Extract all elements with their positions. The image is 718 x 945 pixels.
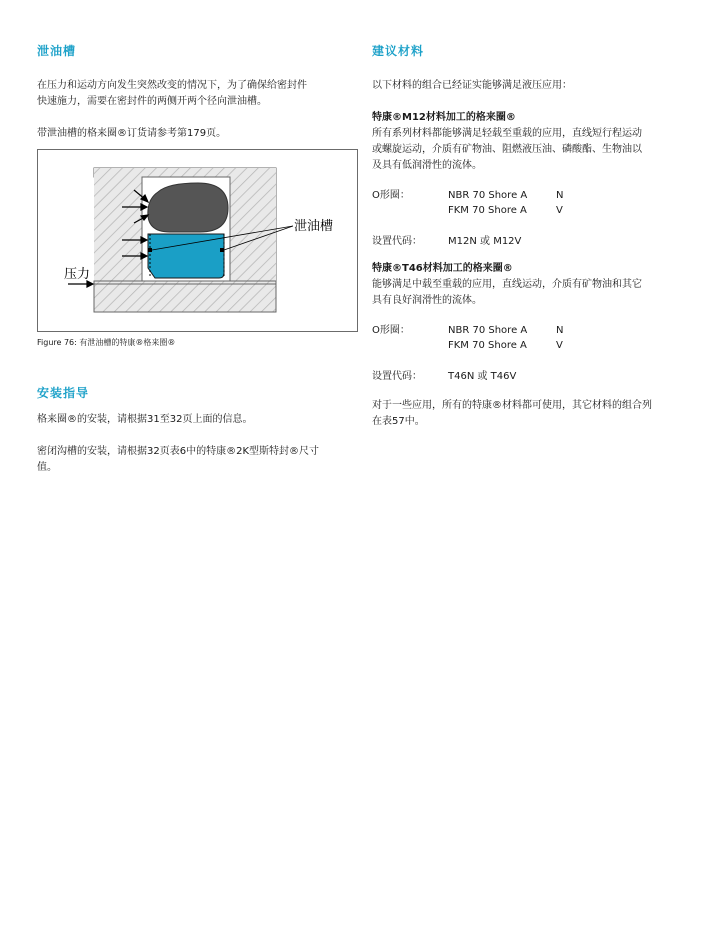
paragraph: 密闭沟槽的安装，请根据32页表6中的特康®2K型斯特封®尺寸 <box>37 446 320 457</box>
oring-label: O形圈： <box>372 325 410 336</box>
right-column <box>372 42 692 430</box>
code-value: T46N 或 T46V <box>448 371 517 382</box>
paragraph: 以下材料的组合已经证实能够满足液压应用： <box>372 80 572 91</box>
figure-76 <box>37 149 358 332</box>
paragraph: 在表57中。 <box>372 416 425 427</box>
paragraph: 能够满足中载至重载的应用，直线运动，介质有矿物油和其它 <box>372 279 642 290</box>
paragraph: 带泄油槽的格来圈®订货请参考第179页。 <box>37 128 227 139</box>
material-row <box>372 338 692 353</box>
seal-diagram <box>38 150 357 331</box>
pressure-label: 压力 <box>64 267 91 282</box>
material-name: NBR 70 Shore A <box>448 190 528 201</box>
material-row <box>372 188 692 203</box>
material-code: V <box>556 340 563 351</box>
paragraph: 在压力和运动方向发生突然改变的情况下，为了确保给密封件 <box>37 80 307 91</box>
material-code: N <box>556 325 564 336</box>
material-row <box>372 323 692 338</box>
m12-heading: 特康®M12材料加工的格来圈® <box>372 112 516 123</box>
groove-marker-right <box>220 248 224 252</box>
glyd-ring <box>148 234 224 278</box>
rod <box>94 284 276 312</box>
setting-code-row <box>372 234 692 249</box>
material-name: NBR 70 Shore A <box>448 325 528 336</box>
o-ring <box>148 183 228 232</box>
paragraph: 具有良好润滑性的流体。 <box>372 295 482 306</box>
section-title-installation: 安装指导 <box>37 386 90 400</box>
paragraph: 或螺旋运动，介质有矿物油、阻燃液压油、磷酸酯、生物油以 <box>372 144 642 155</box>
paragraph: 及具有低润滑性的流体。 <box>372 160 482 171</box>
material-name: FKM 70 Shore A <box>448 205 527 216</box>
paragraph: 快速施力，需要在密封件的两侧开两个径向泄油槽。 <box>37 96 267 107</box>
groove-label: 泄油槽 <box>294 219 334 234</box>
oring-label: O形圈： <box>372 190 410 201</box>
material-code: V <box>556 205 563 216</box>
code-label: 设置代码： <box>372 371 422 382</box>
setting-code-row <box>372 369 692 384</box>
section-title-materials: 建议材料 <box>372 44 425 58</box>
code-value: M12N 或 M12V <box>448 236 522 247</box>
paragraph: 值。 <box>37 462 57 473</box>
material-code: N <box>556 190 564 201</box>
code-label: 设置代码： <box>372 236 422 247</box>
section-title-oil-groove: 泄油槽 <box>37 44 77 58</box>
paragraph: 所有系列材料都能够满足轻载至重载的应用，直线短行程运动 <box>372 128 642 139</box>
material-row <box>372 203 692 218</box>
t46-heading: 特康®T46材料加工的格来圈® <box>372 263 513 274</box>
left-column <box>37 42 357 473</box>
paragraph: 对于一些应用，所有的特康®材料都可使用，其它材料的组合列 <box>372 400 652 411</box>
figure-caption: Figure 76: 有泄油槽的特康®格来圈® <box>37 338 176 347</box>
paragraph: 格来圈®的安装，请根据31至32页上面的信息。 <box>37 414 253 425</box>
material-name: FKM 70 Shore A <box>448 340 527 351</box>
